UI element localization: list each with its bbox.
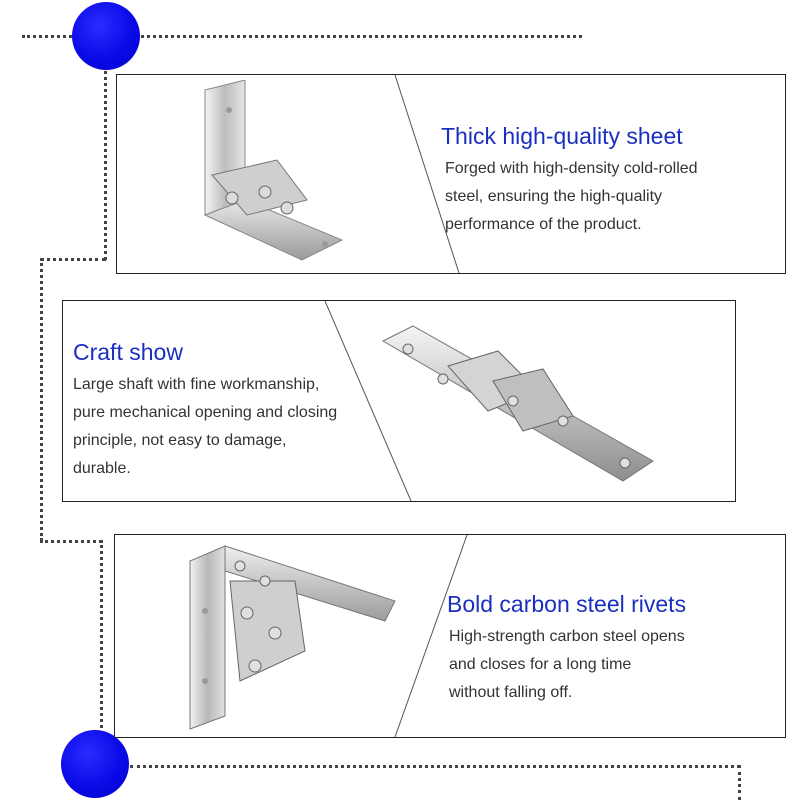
description-line: and closes for a long time xyxy=(449,656,632,673)
description-line: durable. xyxy=(73,460,131,477)
dotted-line-connector-1 xyxy=(104,60,107,260)
section-description-3 xyxy=(449,623,685,707)
section-title-1: Thick high-quality sheet xyxy=(441,123,683,149)
description-line: performance of the product. xyxy=(445,216,642,233)
description-line: without falling off. xyxy=(449,684,573,701)
dotted-line-bottom xyxy=(130,765,740,768)
description-line: Large shaft with fine workmanship, xyxy=(73,376,320,393)
blue-dot-top xyxy=(72,2,140,70)
dotted-line-bottom-tail xyxy=(738,765,741,800)
dotted-line-connector-4 xyxy=(40,540,102,543)
folding-hinge-l-shape-icon xyxy=(187,80,357,268)
dotted-line-connector-3 xyxy=(40,258,43,541)
description-line: steel, ensuring the high-quality xyxy=(445,188,663,205)
folding-hinge-flat-icon xyxy=(373,321,663,491)
feature-panel-1 xyxy=(116,74,786,274)
description-line: pure mechanical opening and closing xyxy=(73,404,338,421)
dotted-line-connector-5 xyxy=(100,540,103,740)
section-description-1 xyxy=(445,155,698,239)
feature-panel-3 xyxy=(114,534,786,738)
section-title-3: Bold carbon steel rivets xyxy=(447,591,687,617)
description-line: principle, not easy to damage, xyxy=(73,432,287,449)
description-line: Forged with high-density cold-rolled xyxy=(445,160,698,177)
folding-bracket-icon xyxy=(185,541,405,733)
description-line: High-strength carbon steel opens xyxy=(449,628,685,645)
section-title-2: Craft show xyxy=(73,339,183,365)
blue-dot-bottom xyxy=(61,730,129,798)
section-description-2 xyxy=(73,371,337,483)
dotted-line-connector-2 xyxy=(40,258,106,261)
feature-panel-2 xyxy=(62,300,736,502)
